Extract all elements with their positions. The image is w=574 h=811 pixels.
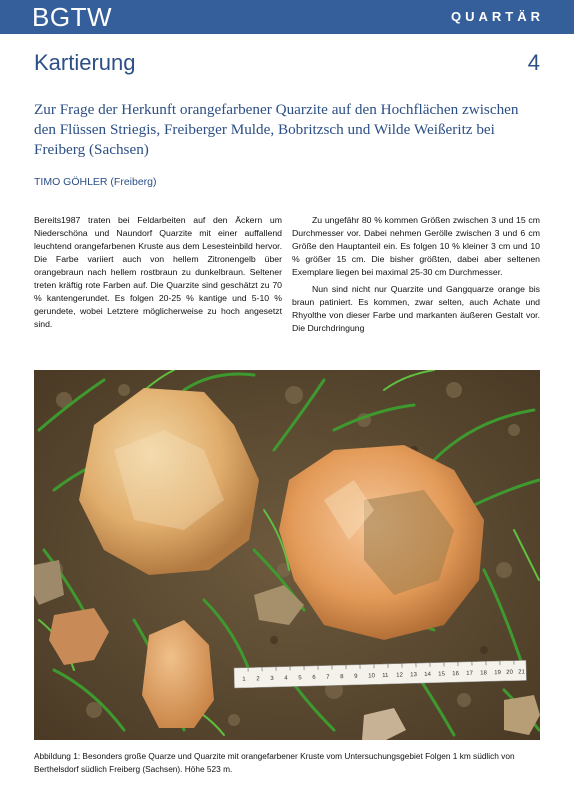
ruler-tick-label: 12 — [396, 672, 404, 679]
section-label: QUARTÄR — [451, 9, 544, 24]
ruler-tick-label: 4 — [284, 675, 288, 682]
article-title: Zur Frage der Herkunft orangefarbener Quarzite auf den Hochflächen zwischen den Flüssen Striegis, Freiberger Mulde, Bobritzsch und Wilde Weißeritz bei Freiberg (Sachsen) — [34, 101, 519, 158]
photo-illustration — [34, 370, 540, 740]
ruler-tick-label: 13 — [410, 672, 418, 679]
ruler-tick-label: 17 — [466, 670, 473, 677]
ruler-tick-label: 8 — [340, 674, 344, 681]
ruler-tick-label: 5 — [298, 675, 302, 682]
paragraph: Nun sind nicht nur Quarzite und Gangquarze orange bis braun patiniert. Es kommen, zwar selten, auch Achate und Rhyolthe von dieser Farbe und markanten äußeren Gestalt vor. Die Durchdringung — [292, 284, 540, 333]
ruler-tick-label: 21 — [518, 669, 525, 676]
header-bar — [0, 0, 574, 34]
ruler-tick-label: 16 — [452, 671, 460, 678]
author-line: TIMO GÖHLER (Freiberg) — [34, 176, 157, 188]
ruler-tick-label: 11 — [382, 672, 389, 680]
ruler-tick-label: 1 — [242, 676, 246, 683]
paragraph: Zu ungefähr 80 % kommen Größen zwischen 3 und 15 cm Durchmesser vor. Dabei nehmen Gerölle zwischen 3 und 6 cm Größe den Hauptanteil ein. Es folgen 10 % kleiner 3 cm und 10 % größer 15 cm. Die bisher größten, dabei aber seltenen Exemplare liegen bei maximal 25-30 cm Durchmesser. — [292, 215, 540, 277]
brand-logo[interactable]: BGTW — [32, 2, 112, 32]
figure-caption: Abbildung 1: Besonders große Quarze und Quarzite mit orangefarbener Kruste vom Untersuchungsgebiet Folgen 1 km südlich von Berthelsdorf südlich Freiberg (Sachsen). Höhe 523 m. — [34, 751, 515, 774]
ruler-tick-label: 19 — [494, 670, 501, 677]
rubric-heading: Kartierung — [34, 50, 136, 75]
ruler-tick-label: 7 — [326, 674, 330, 681]
ruler-tick-label: 2 — [256, 676, 260, 683]
ruler-tick-label: 15 — [438, 671, 446, 678]
ruler-tick-label: 3 — [270, 675, 274, 683]
figure-photo — [34, 370, 540, 740]
ruler-tick-label: 18 — [480, 670, 487, 677]
page-number: 4 — [527, 50, 540, 75]
ruler-tick-label: 6 — [312, 674, 316, 681]
ruler-tick-label: 10 — [368, 673, 376, 680]
body-column-left — [34, 214, 282, 331]
ruler-tick-label: 14 — [424, 671, 432, 679]
ruler-tick-label: 20 — [506, 669, 513, 676]
body-column-right — [292, 214, 540, 335]
ruler-tick-label: 9 — [354, 673, 358, 680]
paragraph: Bereits1987 traten bei Feldarbeiten auf den Äckern um Niederschöna und Naundorf Quarzite mit einer auffallend leuchtend orangefarbenen Kruste aus dem Lesesteinbild hervor. Die Farbe variiert auch von hellem Zitronengelb über orangebraun nach hellem rostbraun zu dunkelbraun. Seltener treten kräftig rote Farben auf. Die Quarzite sind geschätzt zu 70 % kantengerundet. Es folgen 20-25 % kantige und 5-10 % gerundete, wobei Letztere möglicherweise zu hoch angesetzt sind. — [34, 215, 282, 329]
